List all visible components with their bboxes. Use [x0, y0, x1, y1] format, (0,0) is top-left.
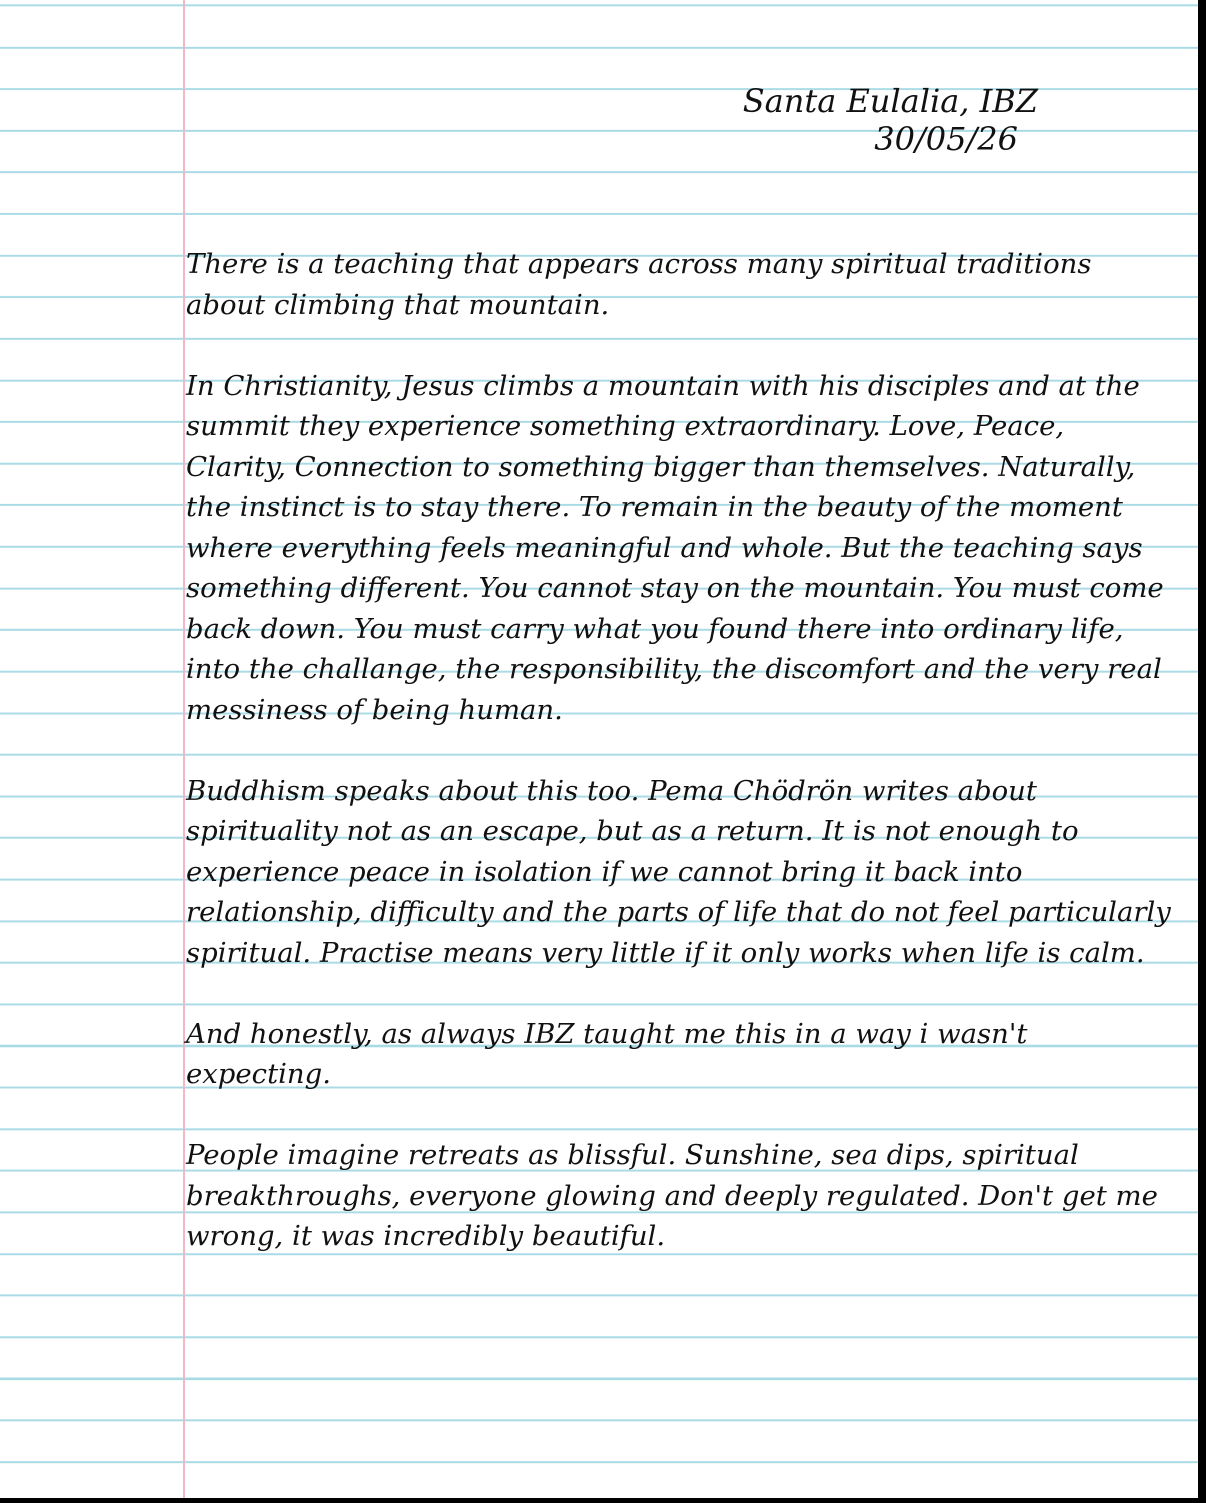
- entry-location: Santa Eulalia, IBZ: [742, 82, 1038, 120]
- entry-date: 30/05/26: [874, 120, 1018, 158]
- entry-header: [743, 82, 1038, 158]
- paragraph-1: There is a teaching that appears across many spiritual traditions about climbing that mountain.: [186, 248, 1092, 321]
- paragraph-3: Buddhism speaks about this too. Pema Chödrön writes about spirituality not as an escape, but as a return. It is not enough to experience peace in isolation if we cannot bring it back into relationship, difficulty and the parts of life that do not feel particularly spiritual. Practise means very little if it only works when life is calm.: [186, 774, 1171, 969]
- journal-text: [186, 244, 1171, 1257]
- margin-line: [183, 0, 185, 1498]
- paragraph-5: People imagine retreats as blissful. Sunshine, sea dips, spiritual breakthroughs, everyone glowing and deeply regulated. Don't get me wrong, it was incredibly beautiful.: [186, 1139, 1158, 1252]
- paragraph-2: In Christianity, Jesus climbs a mountain with his disciples and at the summit they experience something extraordinary. Love, Peace, Clarity, Connection to something bigger than themselves. Naturally, the instinct is to stay there. To remain in the beauty of the moment where everything feels meaningful and whole. But the teaching says something different. You cannot stay on the mountain. You must come back down. You must carry what you found there into ordinary life, into the challange, the responsibility, the discomfort and the very real messiness of being human.: [186, 369, 1164, 726]
- paragraph-4: And honestly, as always IBZ taught me this in a way i wasn't expecting.: [186, 1017, 1028, 1090]
